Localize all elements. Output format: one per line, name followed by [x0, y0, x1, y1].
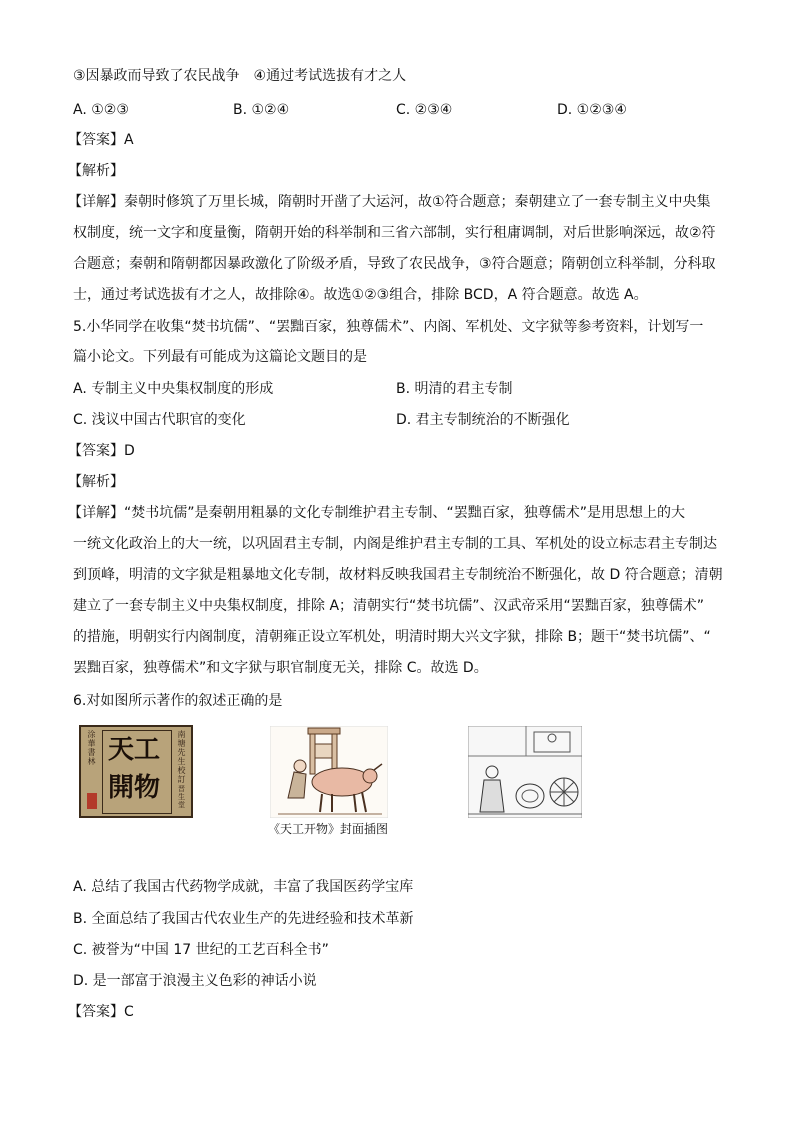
q5-detail-line: 一统文化政治上的大一统，以巩固君主专制，内阁是维护君主专制的工具、军机处的设立标志君主专制达 [73, 536, 717, 552]
q4-answer: 【答案】A [68, 132, 134, 148]
q5-option-b: B. 明清的君主专制 [396, 381, 513, 397]
q6-option-b: B. 全面总结了我国古代农业生产的先进经验和技术革新 [73, 911, 414, 927]
book-cover-image [79, 725, 193, 818]
q5-detail-line: 建立了一套专制主义中央集权制度，排除 A；清朝实行“焚书坑儒”、汉武帝采用“罢黜百家，独尊儒术” [73, 598, 705, 614]
q6-stem: 6.对如图所示著作的叙述正确的是 [73, 693, 283, 709]
q5-answer: 【答案】D [68, 443, 135, 459]
q6-option-a: A. 总结了我国古代药物学成就，丰富了我国医药学宝库 [73, 879, 414, 895]
q4-detail-line: 【详解】秦朝时修筑了万里长城，隋朝时开凿了大运河，故①符合题意；秦朝建立了一套专制主义中央集 [68, 194, 711, 210]
q4-detail-line: 权制度，统一文字和度量衡，隋朝开始的科举制和三省六部制，实行租庸调制，对后世影响深远，故②符 [73, 225, 716, 241]
q4-option-b: B. ①②④ [233, 102, 290, 118]
cover-right-column: 南塘先生校訂 [177, 730, 186, 784]
q6-option-d: D. 是一部富于浪漫主义色彩的神话小说 [73, 973, 317, 989]
q6-option-c: C. 被誉为“中国 17 世纪的工艺百科全书” [73, 942, 329, 958]
cover-bottom-left: 晋生堂 [178, 785, 185, 809]
q4-statement-line: ③因暴政而导致了农民战争 ④通过考试选拔有才之人 [73, 68, 407, 84]
cover-title-char: 天 [108, 735, 135, 765]
q4-option-c: C. ②③④ [396, 102, 453, 118]
cover-left-column: 涂華書林 [87, 730, 96, 766]
q5-detail-line: 罢黜百家，独尊儒术”和文字狱与职官制度无关，排除 C。故选 D。 [73, 660, 488, 676]
q4-detail-line: 合题意；秦朝和隋朝都因暴政激化了阶级矛盾，导致了农民战争，③符合题意；隋朝创立科举制，分科取 [73, 256, 716, 272]
q5-option-c: C. 浅议中国古代职官的变化 [73, 412, 246, 428]
cover-title-char: 工 [134, 735, 161, 765]
ox-mill-illustration [270, 726, 388, 818]
q5-option-a: A. 专制主义中央集权制度的形成 [73, 381, 274, 397]
q4-analysis-label: 【解析】 [68, 163, 124, 179]
q5-analysis-label: 【解析】 [68, 474, 124, 490]
workshop-illustration [468, 726, 582, 818]
cover-seal-red [87, 793, 97, 809]
q5-stem-line: 5.小华同学在收集“焚书坑儒”、“罢黜百家，独尊儒术”、内阁、军机处、文字狱等参考资料，计划写一 [73, 319, 704, 335]
q6-answer: 【答案】C [68, 1004, 134, 1020]
q5-detail-line: 的措施，明朝实行内阁制度，清朝雍正设立军机处，明清时期大兴文字狱，排除 B；题干“焚书坑儒”、“ [73, 629, 711, 645]
q5-option-d: D. 君主专制统治的不断强化 [396, 412, 570, 428]
q4-option-a: A. ①②③ [73, 102, 129, 118]
cover-title-char: 物 [134, 773, 161, 803]
figure-caption: 《天工开物》封面插图 [268, 822, 389, 836]
q5-detail-line: 【详解】“焚书坑儒”是秦朝用粗暴的文化专制维护君主专制、“罢黜百家，独尊儒术”是用思想上的大 [68, 505, 686, 521]
q5-detail-line: 到顶峰，明清的文字狱是粗暴地文化专制，故材料反映我国君主专制统治不断强化，故 D 符合题意；清朝 [73, 567, 723, 583]
q4-detail-line: 士，通过考试选拔有才之人，故排除④。故选①②③组合，排除 BCD，A 符合题意。故选 A。 [73, 287, 648, 303]
q5-stem-line: 篇小论文。下列最有可能成为这篇论文题目的是 [73, 349, 367, 365]
cover-title-char: 開 [108, 773, 135, 803]
q4-option-d: D. ①②③④ [557, 102, 627, 118]
